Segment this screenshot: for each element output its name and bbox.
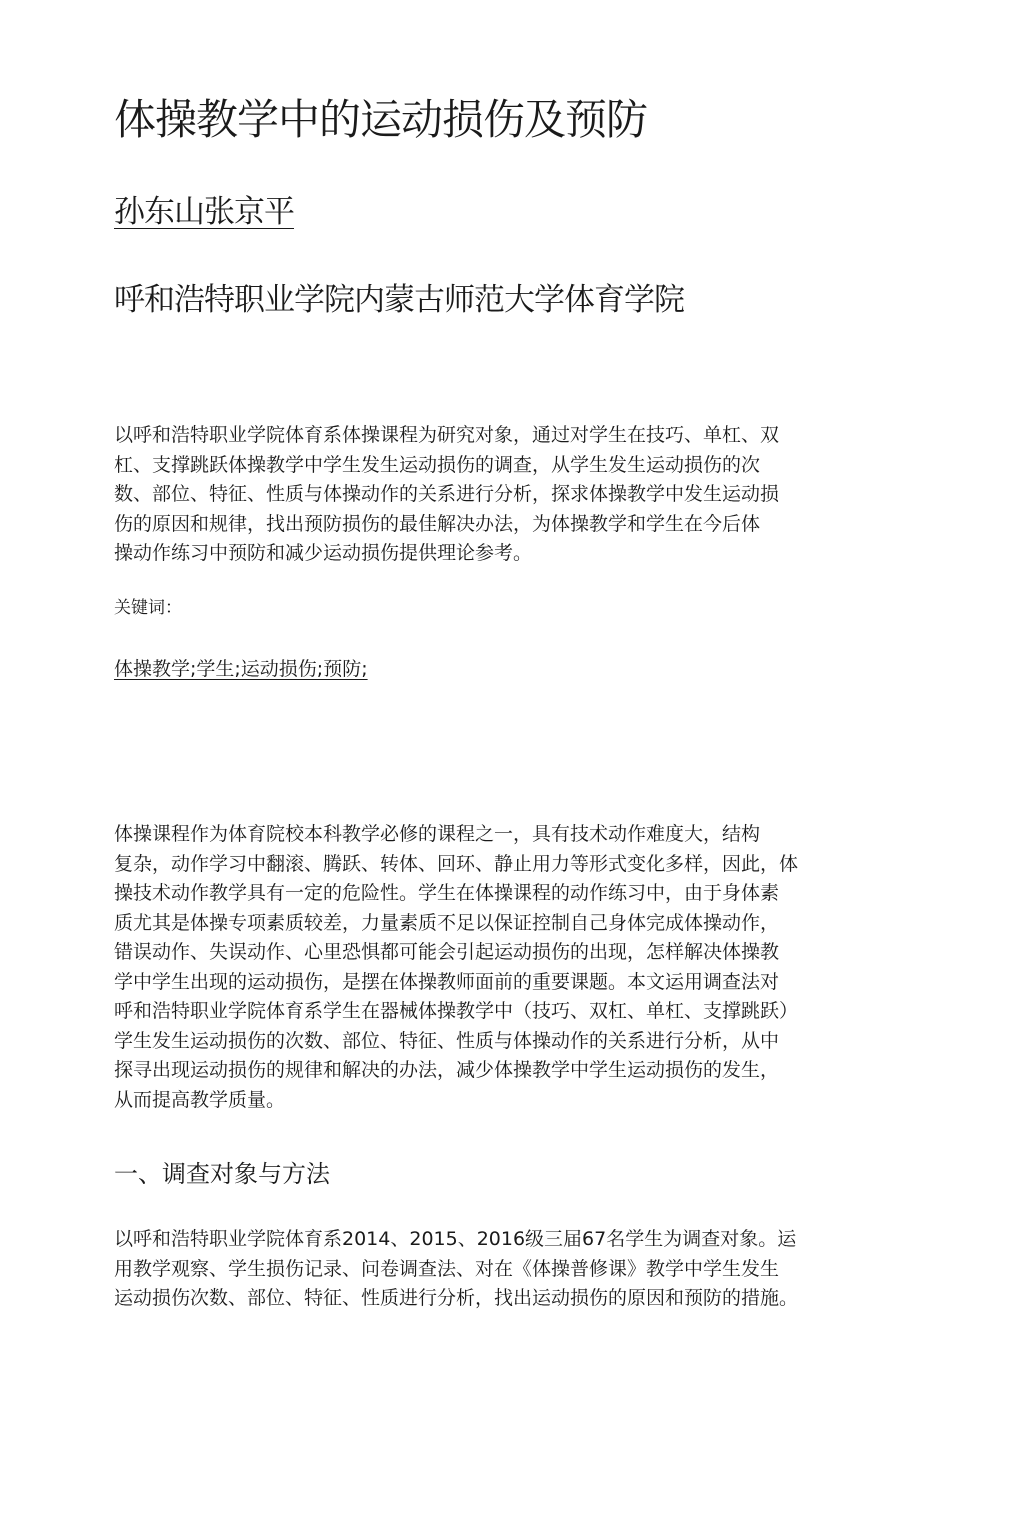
intro-paragraph [114, 820, 914, 1115]
document-title: 体操教学中的运动损伤及预防 [114, 95, 648, 144]
method-line: 运动损伤次数、部位、特征、性质进行分析，找出运动损伤的原因和预防的措施。 [114, 1287, 799, 1309]
abstract-paragraph [114, 421, 914, 569]
abstract-line: 以呼和浩特职业学院体育系体操课程为研究对象，通过对学生在技巧、单杠、双 [114, 424, 780, 446]
intro-line: 从而提高教学质量。 [114, 1088, 286, 1111]
intro-line: 体操课程作为体育院校本科教学必修的课程之一，具有技术动作难度大，结构 [114, 823, 761, 845]
section-heading: 一、调查对象与方法 [114, 1160, 330, 1188]
author-names: 孙东山张京平 [114, 194, 294, 230]
intro-line: 探寻出现运动损伤的规律和解决的办法，减少体操教学中学生运动损伤的发生， [114, 1059, 780, 1081]
method-line: 用教学观察、学生损伤记录、问卷调查法、对在《体操普修课》教学中学生发生 [114, 1257, 780, 1280]
abstract-line: 伤的原因和规律，找出预防损伤的最佳解决办法，为体操教学和学生在今后体 [114, 512, 761, 535]
intro-line: 复杂，动作学习中翻滚、腾跃、转体、回环、静止用力等形式变化多样，因此，体 [114, 852, 799, 875]
abstract-line: 杠、支撑跳跃体操教学中学生发生运动损伤的调查，从学生发生运动损伤的次 [114, 453, 761, 476]
intro-line: 学中学生出现的运动损伤，是摆在体操教师面前的重要课题。本文运用调查法对 [114, 970, 780, 993]
intro-line: 呼和浩特职业学院体育系学生在器械体操教学中（技巧、双杠、单杠、支撑跳跃） [114, 1000, 799, 1022]
method-line: 以呼和浩特职业学院体育系2014、2015、2016级三届67名学生为调查对象。运 [114, 1228, 797, 1250]
intro-line: 错误动作、失误动作、心里恐惧都可能会引起运动损伤的出现，怎样解决体操教 [114, 941, 780, 963]
keywords-list: 体操教学;学生;运动损伤;预防; [114, 658, 368, 680]
keywords-label: 关键词： [114, 598, 182, 618]
intro-line: 操技术动作教学具有一定的危险性。学生在体操课程的动作练习中，由于身体素 [114, 882, 780, 904]
abstract-line: 操动作练习中预防和减少运动损伤提供理论参考。 [114, 542, 533, 564]
intro-line: 质尤其是体操专项素质较差，力量素质不足以保证控制自己身体完成体操动作， [114, 911, 780, 934]
method-paragraph [114, 1225, 914, 1314]
intro-line: 学生发生运动损伤的次数、部位、特征、性质与体操动作的关系进行分析，从中 [114, 1029, 780, 1052]
abstract-line: 数、部位、特征、性质与体操动作的关系进行分析，探求体操教学中发生运动损 [114, 483, 780, 505]
author-affiliation: 呼和浩特职业学院内蒙古师范大学体育学院 [114, 282, 684, 318]
